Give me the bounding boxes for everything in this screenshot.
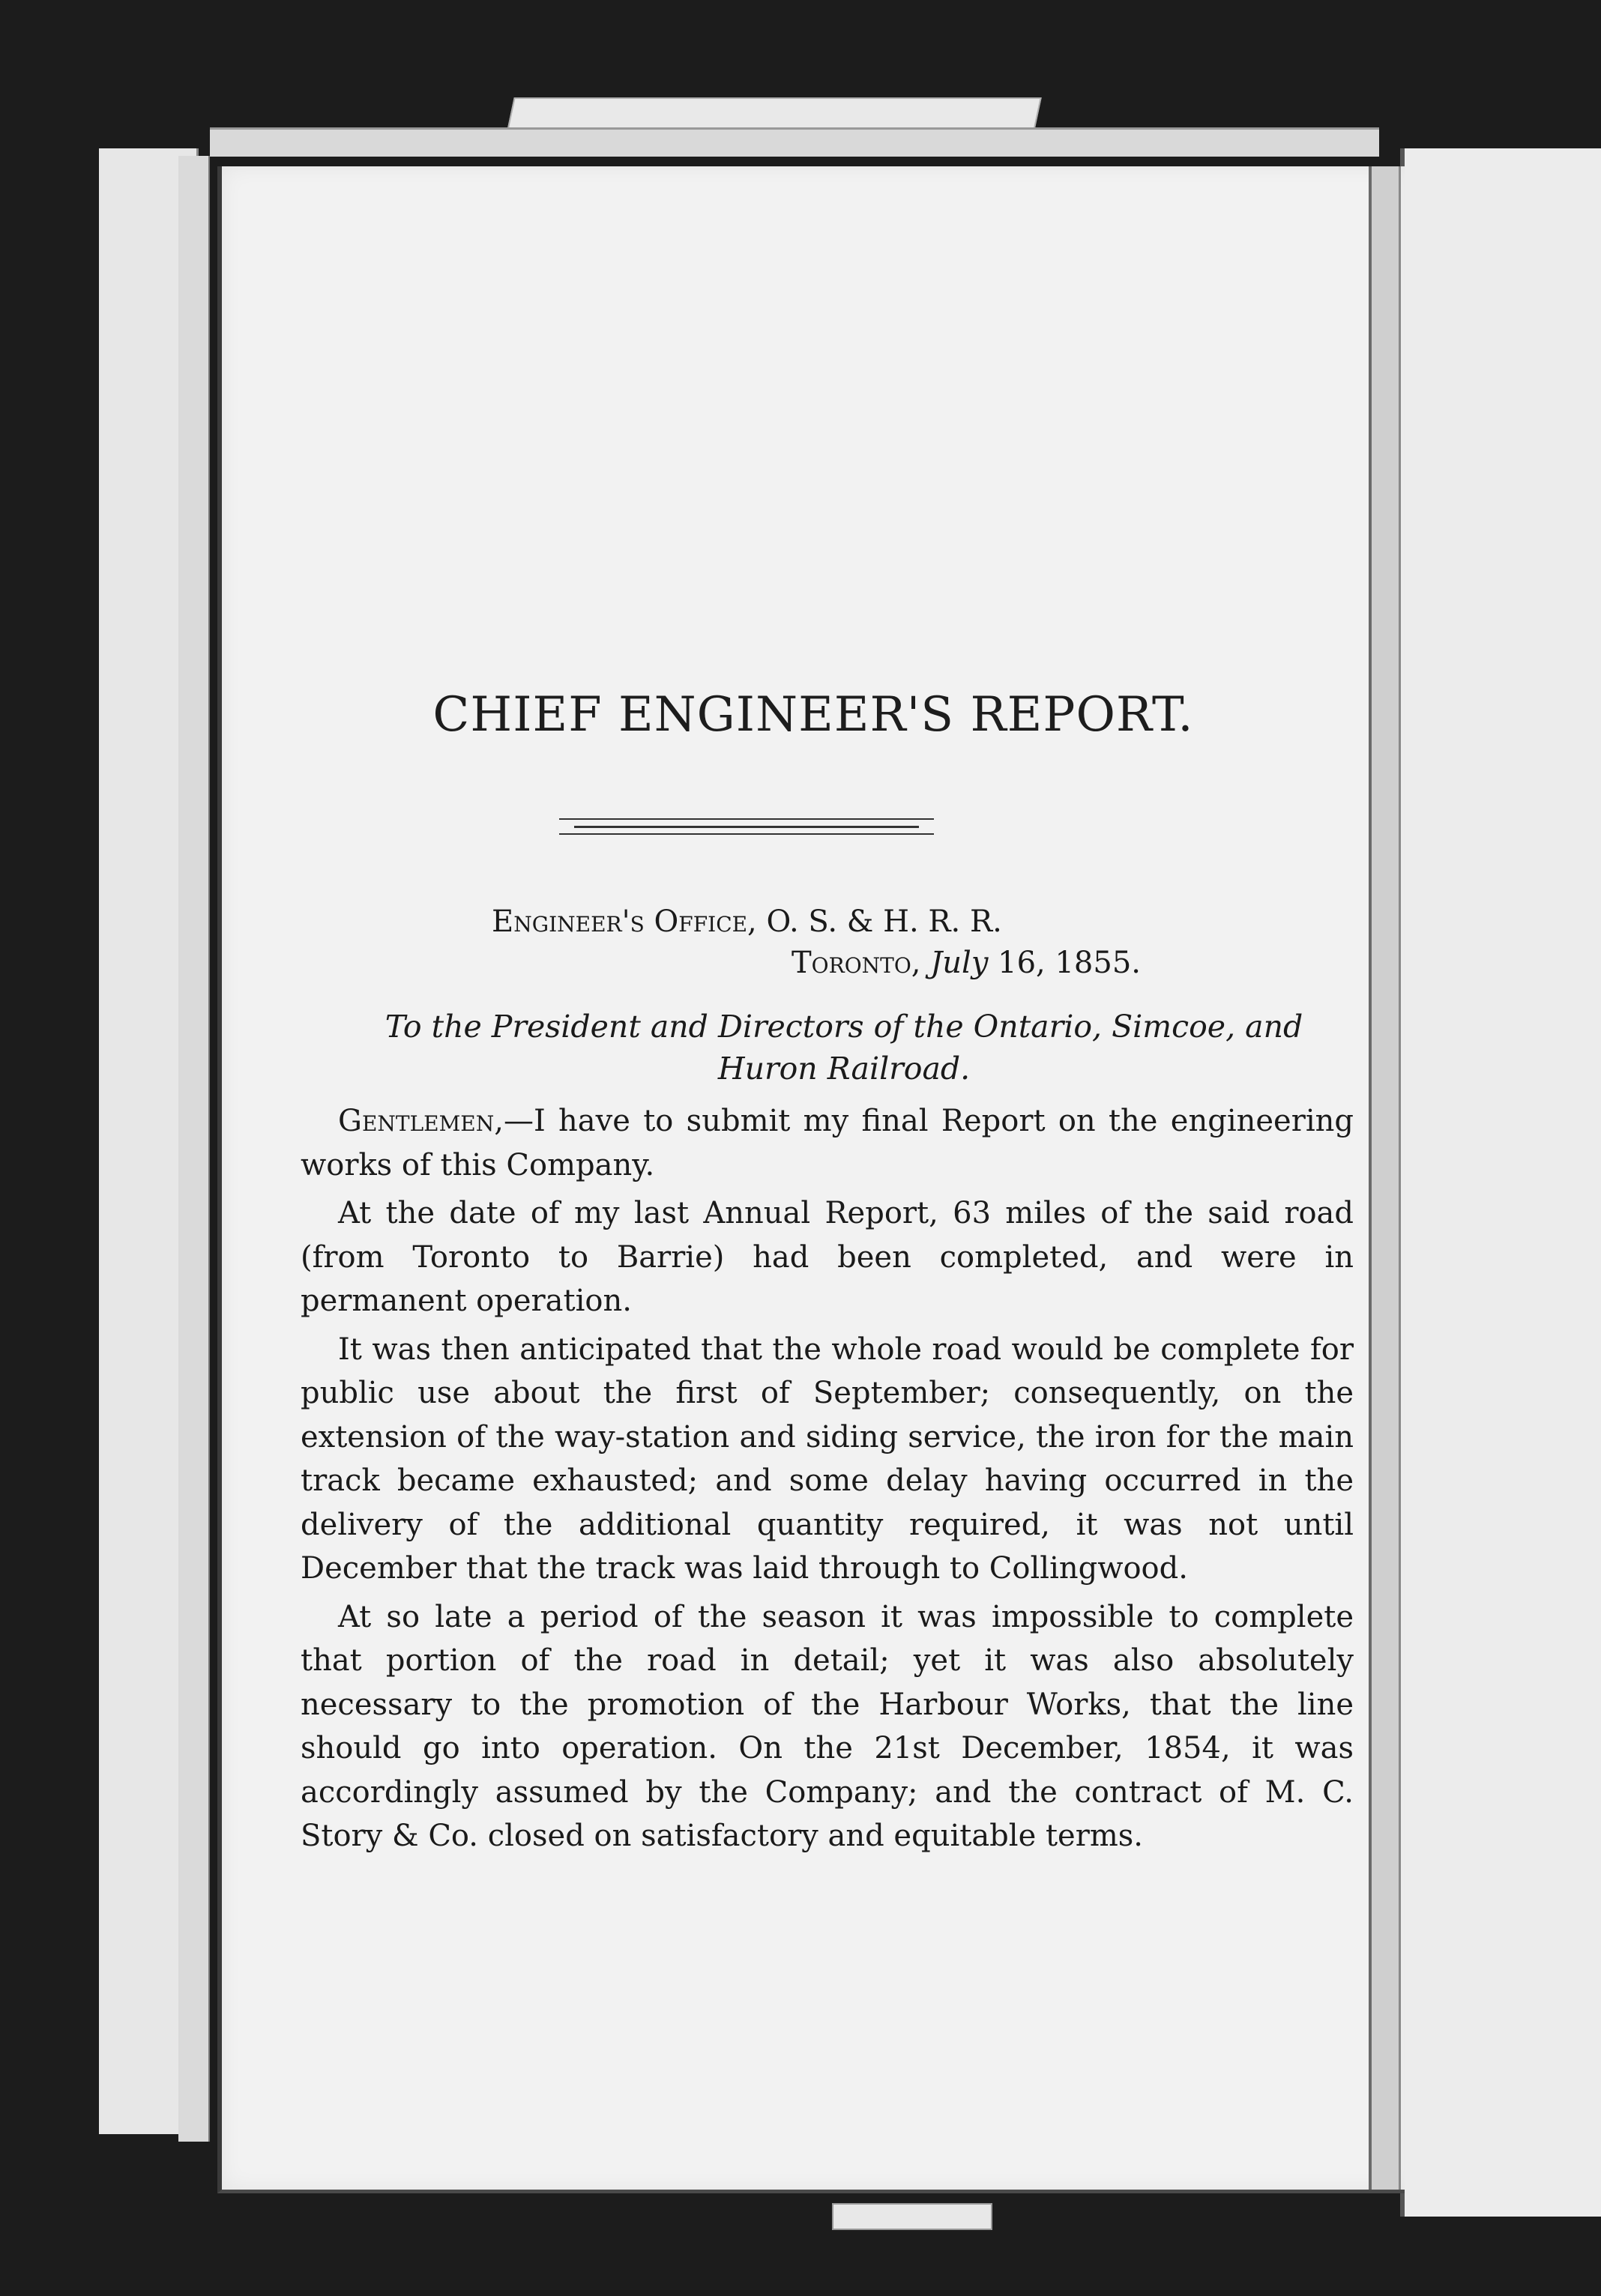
office-prefix: Engineer's Office, xyxy=(492,904,757,939)
address-line-2: Huron Railroad. xyxy=(717,1051,971,1087)
paragraph-1-text: —I have to submit my final Report on the engineering works of this Company. xyxy=(301,1104,1354,1182)
paragraph-3: It was then anticipated that the whole road would be complete for public use about the first of September; consequently, on the extension of the way-station and siding service, the iron for the main track became exhausted; and some delay having occurred in the delivery of the additional quantity required, it was not until December that the track was laid through to Collingwood. xyxy=(301,1332,1354,1586)
title-rule xyxy=(559,833,934,835)
paragraph-2: At the date of my last Annual Report, 63 miles of the said road (from Toronto to Barrie) had been completed, and were in permanent operation. xyxy=(301,1196,1354,1318)
paragraph-4: At so late a period of the season it was impossible to complete that portion of the road in detail; yet it was also absolutely necessary to the promotion of the Harbour Works, that the line should go into operation. On the 21st December, 1854, it was accordingly assumed by the Company; and the contract of M. C. Story & Co. closed on satisfactory and equitable terms. xyxy=(301,1599,1354,1853)
report-page xyxy=(217,166,1405,2193)
dateline-month: July xyxy=(930,946,989,980)
title-rule xyxy=(559,818,934,820)
address-line-1: To the President and Directors of the Ontario, Simcoe, and xyxy=(385,1009,1303,1045)
stacked-page-edges xyxy=(210,127,1379,157)
report-body xyxy=(301,1099,1354,1863)
left-leaf-edge xyxy=(178,156,210,2142)
dateline-day-year: 16, 1855. xyxy=(998,946,1141,980)
paragraph-1 xyxy=(301,1099,1354,1187)
page-title: CHIEF ENGINEER'S REPORT. xyxy=(432,687,1194,743)
office-line xyxy=(492,904,1316,939)
dateline-city: Toronto, xyxy=(792,946,921,980)
page-gutter xyxy=(1369,166,1401,2190)
salutation: Gentlemen, xyxy=(338,1104,504,1138)
bottom-page-tab xyxy=(832,2203,992,2230)
right-facing-page xyxy=(1400,148,1601,2217)
address-block xyxy=(304,1006,1384,1090)
title-rule xyxy=(574,826,919,828)
dateline xyxy=(792,946,1391,980)
railroad-abbreviation: O. S. & H. R. R. xyxy=(766,904,1002,939)
